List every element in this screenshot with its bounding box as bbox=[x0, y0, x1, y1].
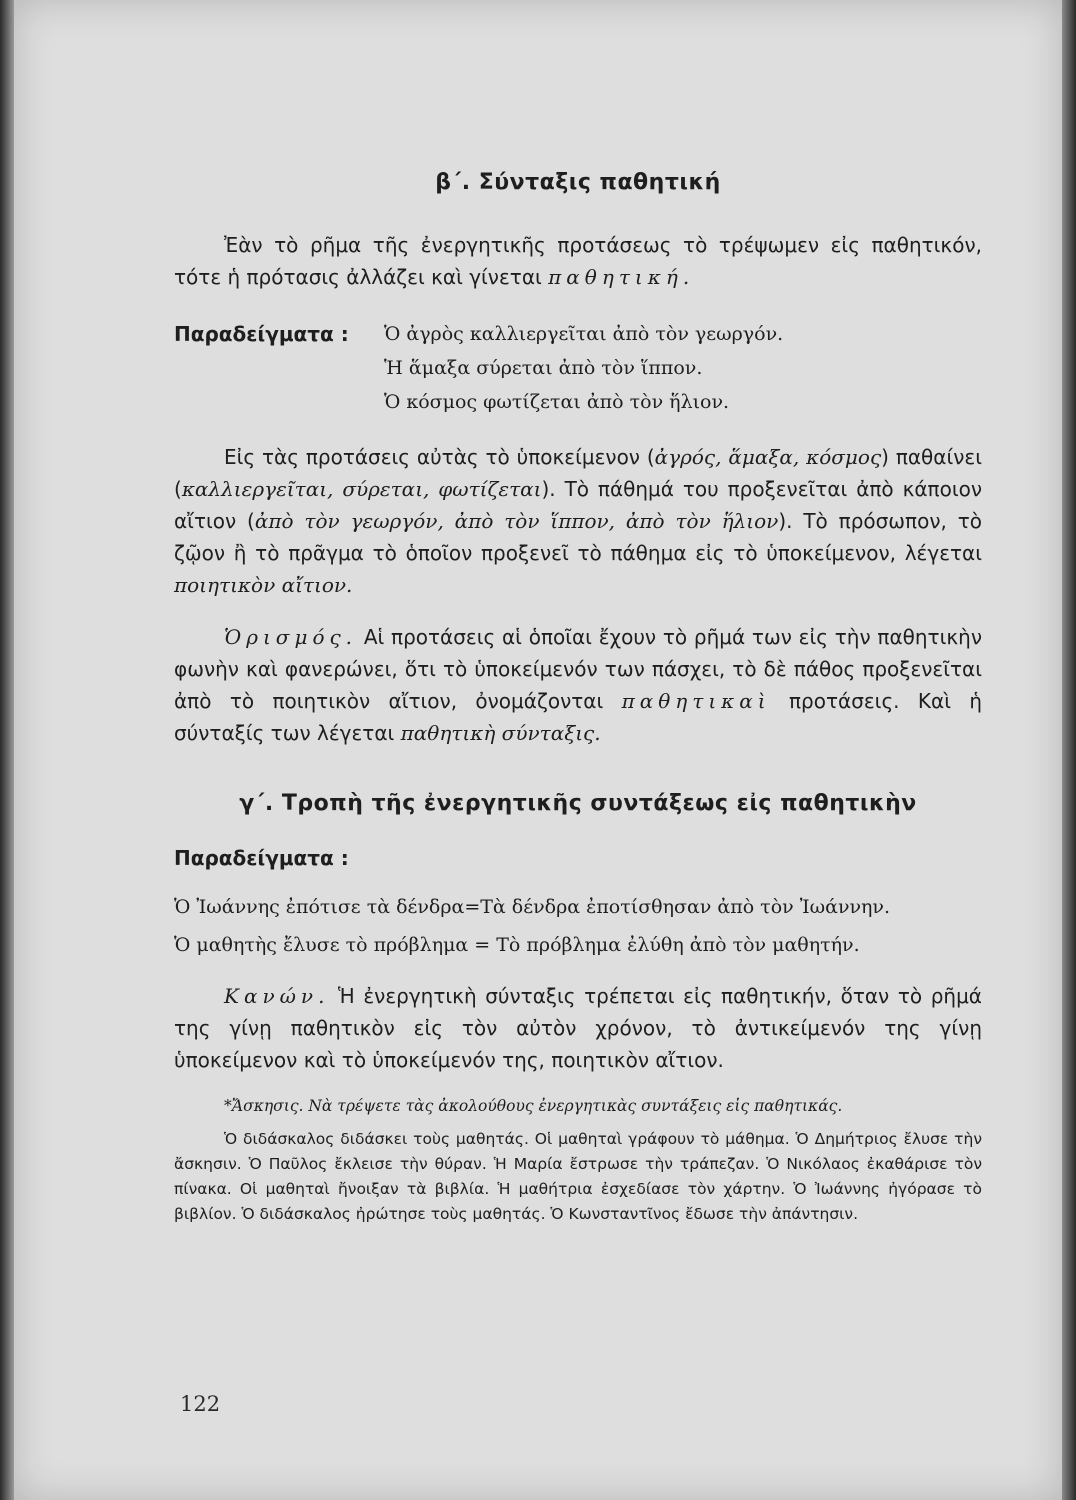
page-right-edge bbox=[1062, 0, 1076, 1500]
definition-term: Ὁρισμός. bbox=[224, 625, 358, 649]
example-line: Ὁ μαθητὴς ἔλυσε τὸ πρόβλημα = Τὸ πρόβλημα ἐλύθη ἀπὸ τὸν μαθητήν. bbox=[174, 934, 860, 956]
explanation-text: ). Τὸ πάθημά του προξενεῖται ἀπὸ κάποιον αἴτιον ( bbox=[174, 477, 982, 533]
explanation-italic: ἀπὸ τὸν γεωργόν, ἀπὸ τὸν ἵππον, ἀπὸ τὸν ἥλιον bbox=[254, 509, 779, 533]
example-line: Ὁ Ἰωάννης ἐπότισε τὰ δένδρα=Τὰ δένδρα ἐποτίσθησαν ἀπὸ τὸν Ἰωάννην. bbox=[174, 896, 891, 918]
exercise-title: *Ἄσκησις. Νὰ τρέψετε τὰς ἀκολούθους ἐνεργητικὰς συντάξεις εἰς παθητικάς. bbox=[224, 1097, 843, 1115]
intro-text: Ἐὰν τὸ ρῆμα τῆς ἐνεργητικῆς προτάσεως τὸ τρέψωμεν εἰς παθητικόν, τότε ἡ πρότασις ἀλλάζει καὶ γίνεται bbox=[174, 233, 982, 289]
explanation-paragraph bbox=[174, 441, 982, 601]
explanation-text: ) παθαίνει ( bbox=[174, 445, 982, 501]
examples-1-lines bbox=[384, 317, 982, 419]
page-left-edge bbox=[0, 0, 14, 1500]
example-line: Ὁ κόσμος φωτίζεται ἀπὸ τὸν ἥλιον. bbox=[384, 391, 730, 413]
examples-1 bbox=[174, 317, 982, 419]
intro-term: παθητική. bbox=[548, 265, 695, 289]
rule-text: Ἡ ἐνεργητικὴ σύνταξις τρέπεται εἰς παθητικήν, ὅταν τὸ ρῆμά της γίνῃ παθητικὸν εἰς τὸν αὐτὸν χρόνον, τὸ ἀντικείμενόν της γίνῃ ὑποκείμενον καὶ τὸ ὑποκείμενόν της, ποιητικὸν αἴτιον. bbox=[174, 984, 982, 1072]
definition-paragraph bbox=[174, 621, 982, 749]
definition-text: Αἱ προτάσεις αἱ ὁποῖαι ἔχουν τὸ ρῆμά των εἰς τὴν παθητικὴν φωνὴν καὶ φανερώνει, ὅτι τὸ ὑποκείμενόν των πάσχει, τὸ δὲ πάθος προξενεῖται ἀπὸ τὸ ποιητικὸν αἴτιον, ὀνομάζονται bbox=[174, 625, 982, 713]
page-content bbox=[174, 170, 982, 1227]
explanation-text: Εἰς τὰς προτάσεις αὐτὰς τὸ ὑποκείμενον ( bbox=[224, 445, 655, 469]
definition-text: προτάσεις. Καὶ ἡ σύνταξίς των λέγεται bbox=[174, 689, 982, 745]
explanation-italic: ἀγρός, ἅμαξα, κόσμος bbox=[654, 445, 882, 469]
examples-2-lines bbox=[174, 888, 982, 964]
explanation-italic: ποιητικὸν αἴτιον. bbox=[174, 573, 353, 597]
definition-italic: παθητικὴ σύνταξις. bbox=[400, 721, 601, 745]
examples-1-label: Παραδείγματα : bbox=[174, 322, 349, 346]
section-c-heading: γ΄. Τροπὴ τῆς ἐνεργητικῆς συντάξεως εἰς παθητικὴν bbox=[239, 791, 917, 816]
explanation-italic: καλλιεργεῖται, σύρεται, φωτίζεται bbox=[181, 477, 542, 501]
explanation-text: ). Τὸ πρόσωπον, τὸ ζῷον ἢ τὸ πρᾶγμα τὸ ὁποῖον προξενεῖ τὸ πάθημα εἰς τὸ ὑποκείμενον, λέγεται bbox=[174, 509, 983, 565]
section-b-intro bbox=[174, 229, 982, 293]
example-line: Ὁ ἀγρὸς καλλιεργεῖται ἀπὸ τὸν γεωργόν. bbox=[384, 323, 784, 345]
examples-2-label: Παραδείγματα : bbox=[174, 846, 349, 870]
exercise-body: Ὁ διδάσκαλος διδάσκει τοὺς μαθητάς. Οἱ μαθηταὶ γράφουν τὸ μάθημα. Ὁ Δημήτριος ἔλυσε τὴν ἄσκησιν. Ὁ Παῦλος ἔκλεισε τὴν θύραν. Ἡ Μαρία ἔστρωσε τὴν τράπεζαν. Ὁ Νικόλαος ἐκαθάρισε τὸν πίνακα. Οἱ μαθηταὶ ἤνοιξαν τὰ βιβλία. Ἡ μαθήτρια ἐσχεδίασε τὸν χάρτην. Ὁ Ἰωάννης ἠγόρασε τὸ βιβλίον. Ὁ διδάσκαλος ἠρώτησε τοὺς μαθητάς. Ὁ Κωνσταντῖνος ἔδωσε τὴν ἀπάντησιν. bbox=[174, 1130, 982, 1223]
rule-term: Κανών. bbox=[224, 984, 330, 1008]
rule-paragraph bbox=[174, 980, 982, 1076]
page-number: 122 bbox=[180, 1392, 221, 1416]
example-line: Ἡ ἅμαξα σύρεται ἀπὸ τὸν ἵππον. bbox=[384, 357, 703, 379]
section-b-heading: β΄. Σύνταξις παθητική bbox=[435, 170, 721, 195]
definition-spaced: παθητικαὶ bbox=[621, 689, 771, 713]
